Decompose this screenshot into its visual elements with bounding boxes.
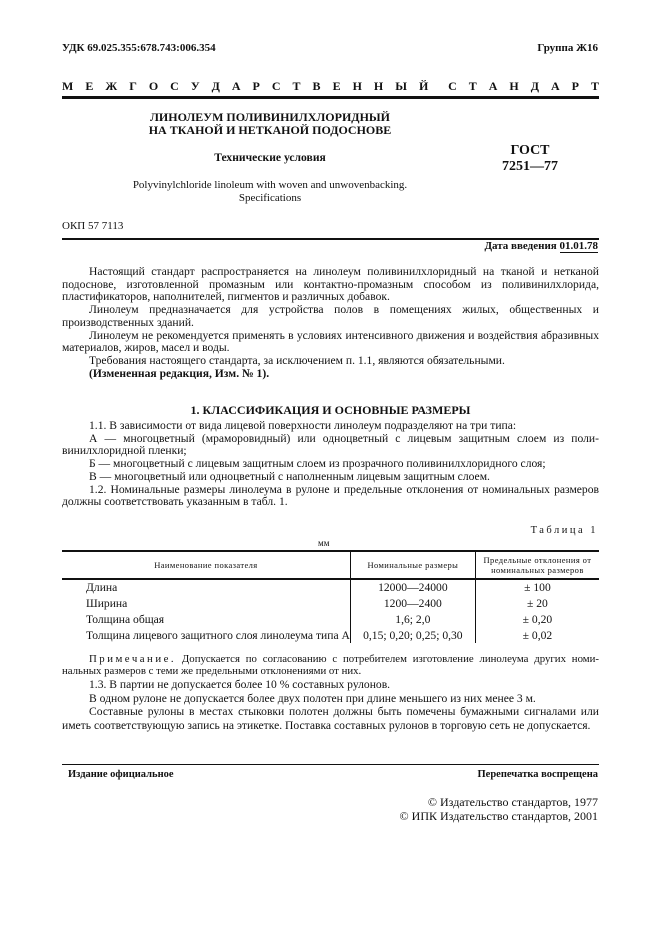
document-title [120,111,420,136]
official-edition: Издание официальное [68,769,174,780]
table-header-row [62,551,599,579]
column-header: Номинальные размеры [350,551,475,579]
english-title-line-2: Specifications [238,191,302,204]
section-1-text [62,420,599,509]
copyright-line: © ИПК Издательство стандартов, 2001 [399,809,598,823]
banner-part-2: С Т А Н Д А Р Т [448,79,599,93]
table-cell: 0,15; 0,20; 0,25; 0,30 [350,627,475,643]
clause-paragraph: 1.3. В партии не допускается более 10 % составных рулонов. [89,678,391,691]
table-cell: 1,6; 2,0 [350,611,475,627]
introduction [62,266,599,380]
table-cell: ± 100 [524,581,551,594]
footer-rule [62,764,599,765]
gost-number [490,143,570,175]
date-value: 01.01.78 [559,240,598,252]
gost-label: ГОСТ [510,143,550,158]
table-cell: ± 20 [527,596,548,610]
top-rule [62,96,599,99]
table-cell: ± 0,20 [522,612,553,626]
amendment-note: (Измененная редакция, Изм. № 1). [89,366,270,380]
table-cell: Толщина лицевого защитного слоя линолеума типа А [86,628,350,642]
table-cell: ± 0,02 [522,628,553,642]
table-caption: Таблица 1 [530,525,598,536]
intro-paragraph: Линолеум предназначается для устройства полов в помещениях жилых, общественных и производственных зданий. [62,303,599,329]
copyright [400,795,598,823]
copyright-line: © Издательство стандартов, 1977 [427,795,598,809]
introduction-date [484,240,598,252]
clause-paragraph: В одном рулоне не допускается более двух полотен при длине меньшего из них менее 3 м. [89,691,536,705]
dimensions-table [62,550,599,643]
note-label: Примечание. [89,653,177,665]
banner [62,79,599,94]
group-code: Группа Ж16 [537,42,598,54]
title-line-1: ЛИНОЛЕУМ ПОЛИВИНИЛХЛОРИДНЫЙ [149,110,391,124]
gost-code: 7251—77 [502,159,558,174]
clause-paragraph: 1.1. В зависимости от вида лицевой поверхности линолеум подразделяют на три типа: [89,419,517,432]
table-cell: Ширина [86,596,128,610]
intro-paragraph: Линолеум не рекомендуется применять в условиях интенсивного движения и воздействия абразивных материалов, жиров, масел и воды. [62,328,599,355]
title-line-2: НА ТКАНОЙ И НЕТКАНОЙ ПОДОСНОВЕ [148,122,392,137]
note-text: Допускается по согласованию с потребителем изготовление линолеума других номинальных размеров с теми же предельными отклонениями от них. [62,653,599,677]
table-row [62,611,599,627]
subtitle: Технические условия [214,151,326,164]
okp-code: ОКП 57 7113 [62,220,124,232]
table-cell: 1200—2400 [350,595,475,611]
intro-paragraph: Требования настоящего стандарта, за исключением п. 1.1, являются обязательными. [89,353,505,367]
table-unit: мм [318,538,330,548]
intro-paragraph: Настоящий стандарт распространяется на линолеум поливинилхлоридный на тканой и нетканой подоснове, изготовленной промазным или контактно-промазным способом из поливинилхлорида, пластификаторов, наполнителей, пигментов и различных добавок. [62,265,599,304]
clause-paragraph: Б — многоцветный с лицевым защитным слоем из прозрачного поливинилхлоридного слоя; [89,457,546,471]
clause-paragraph: А — многоцветный (мраморовидный) или одноцветный с лицевым защитным слоем из поливинилхлоридной пленки; [62,431,599,458]
clause-paragraph: В — многоцветный или одноцветный с наполненным лицевым защитным слоем. [89,469,490,483]
udk-code: УДК 69.025.355:678.743:006.354 [62,42,216,54]
banner-part-1: М Е Ж Г О С У Д А Р С Т В Е Н Н Ы Й [62,79,429,93]
column-header: Наименование показателя [154,560,258,570]
reprint-notice: Перепечатка воспрещена [477,769,598,780]
table-cell: Толщина общая [86,612,165,626]
table-note [62,653,599,677]
table-cell: 12000—24000 [350,579,475,595]
clause-paragraph: Составные рулоны в местах стыковки полотен должны быть помечены бумажными сигналами или иметь соответствующую запись на этикетке. Поставка составных рулонов в торговую сеть не допускается. [62,705,599,732]
table-row [62,627,599,643]
table-row [62,579,599,595]
english-title [100,179,440,204]
date-label: Дата введения [484,240,557,252]
section-heading: 1. КЛАССИФИКАЦИЯ И ОСНОВНЫЕ РАЗМЕРЫ [190,403,471,417]
column-header: Предельные отклонения от номинальных размеров [483,555,592,575]
table-cell: Длина [86,581,118,594]
english-title-line-1: Polyvinylchloride linoleum with woven and unwovenbacking. [132,179,408,191]
section-1-continued [62,678,599,732]
table-row [62,595,599,611]
clause-paragraph: 1.2. Номинальные размеры линолеума в рулоне и предельные отклонения от номинальных размеров должны соответствовать указанным в табл. 1. [62,482,599,509]
